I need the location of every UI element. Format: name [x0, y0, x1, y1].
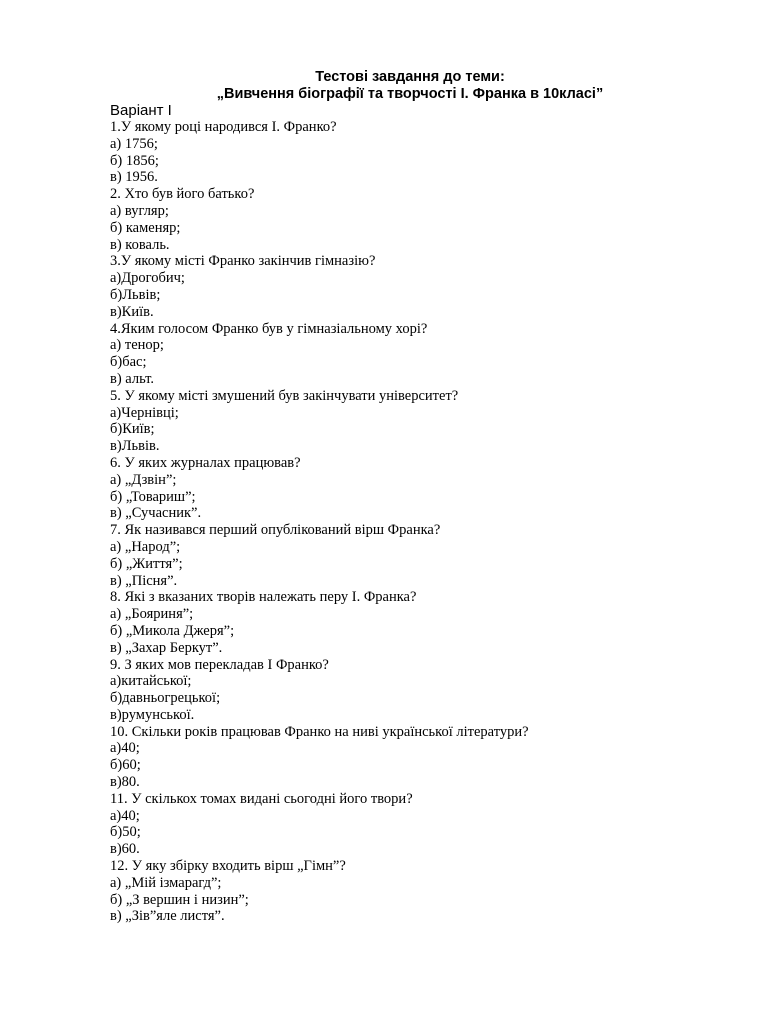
- question-text: 4.Яким голосом Франко був у гімназіальному хорі?: [110, 320, 428, 337]
- question-text: 9. З яких мов перекладав І Франко?: [110, 656, 329, 673]
- question-text: 3.У якому місті Франко закінчив гімназію?: [110, 253, 376, 270]
- answer-option: в) „Зів”яле листя”.: [110, 908, 225, 925]
- answer-option: б) „Товариш”;: [110, 488, 196, 505]
- answer-option: в)румунської.: [110, 706, 195, 723]
- answer-option: а) „Дзвін”;: [110, 471, 177, 488]
- answer-option: а)Дрогобич;: [110, 270, 185, 287]
- question-list: [110, 119, 529, 925]
- answer-option: в) „Пісня”.: [110, 572, 178, 589]
- question-text: 6. У яких журналах працював?: [110, 454, 301, 471]
- question-text: 10. Скільки років працював Франко на ниві української літератури?: [110, 723, 529, 740]
- answer-option: в) „Сучасник”.: [110, 505, 202, 522]
- answer-option: б)50;: [110, 824, 141, 841]
- answer-option: а) 1756;: [110, 135, 158, 152]
- answer-option: а) тенор;: [110, 337, 164, 354]
- answer-option: б)60;: [110, 757, 141, 774]
- answer-option: б) 1856;: [110, 152, 159, 169]
- answer-option: в) 1956.: [110, 169, 158, 186]
- answer-option: б) „З вершин і низин”;: [110, 891, 249, 908]
- question-text: 5. У якому місті змушений був закінчувати університет?: [110, 387, 459, 404]
- answer-option: б) „Життя”;: [110, 555, 183, 572]
- document-title-line-1: Тестові завдання до теми:: [315, 69, 505, 85]
- question-text: 2. Хто був його батько?: [110, 186, 255, 203]
- answer-option: б)Київ;: [110, 421, 155, 438]
- answer-option: б)бас;: [110, 354, 147, 371]
- answer-option: б) „Микола Джеря”;: [110, 622, 235, 639]
- answer-option: в)60.: [110, 841, 140, 858]
- answer-option: в)Львів.: [110, 438, 160, 455]
- question-text: 12. У яку збірку входить вірш „Гімн”?: [110, 858, 346, 875]
- answer-option: в)Київ.: [110, 303, 154, 320]
- question-text: 8. Які з вказаних творів належать перу І. Франка?: [110, 589, 417, 606]
- document-title-line-2: „Вивчення біографії та творчості І. Франка в 10класі”: [216, 86, 604, 102]
- answer-option: а) „Бояриня”;: [110, 606, 194, 623]
- answer-option: а)китайської;: [110, 673, 192, 690]
- answer-option: б) каменяр;: [110, 219, 181, 236]
- answer-option: а)40;: [110, 807, 140, 824]
- answer-option: а)Чернівці;: [110, 404, 179, 421]
- answer-option: а) „Народ”;: [110, 538, 181, 555]
- question-text: 11. У скількох томах видані сьогодні його твори?: [110, 790, 413, 807]
- answer-option: б)Львів;: [110, 286, 161, 303]
- answer-option: а) вугляр;: [110, 202, 169, 219]
- answer-option: в) коваль.: [110, 236, 170, 253]
- question-text: 7. Як називався перший опублікований вірш Франка?: [110, 522, 441, 539]
- answer-option: в) альт.: [110, 370, 155, 387]
- answer-option: в) „Захар Беркут”.: [110, 639, 223, 656]
- answer-option: а) „Мій ізмарагд”;: [110, 874, 222, 891]
- answer-option: б)давньогрецької;: [110, 690, 221, 707]
- question-text: 1.У якому році народився І. Франко?: [110, 119, 337, 135]
- answer-option: а)40;: [110, 740, 140, 757]
- answer-option: в)80.: [110, 774, 140, 791]
- variant-heading: Варіант І: [110, 102, 172, 119]
